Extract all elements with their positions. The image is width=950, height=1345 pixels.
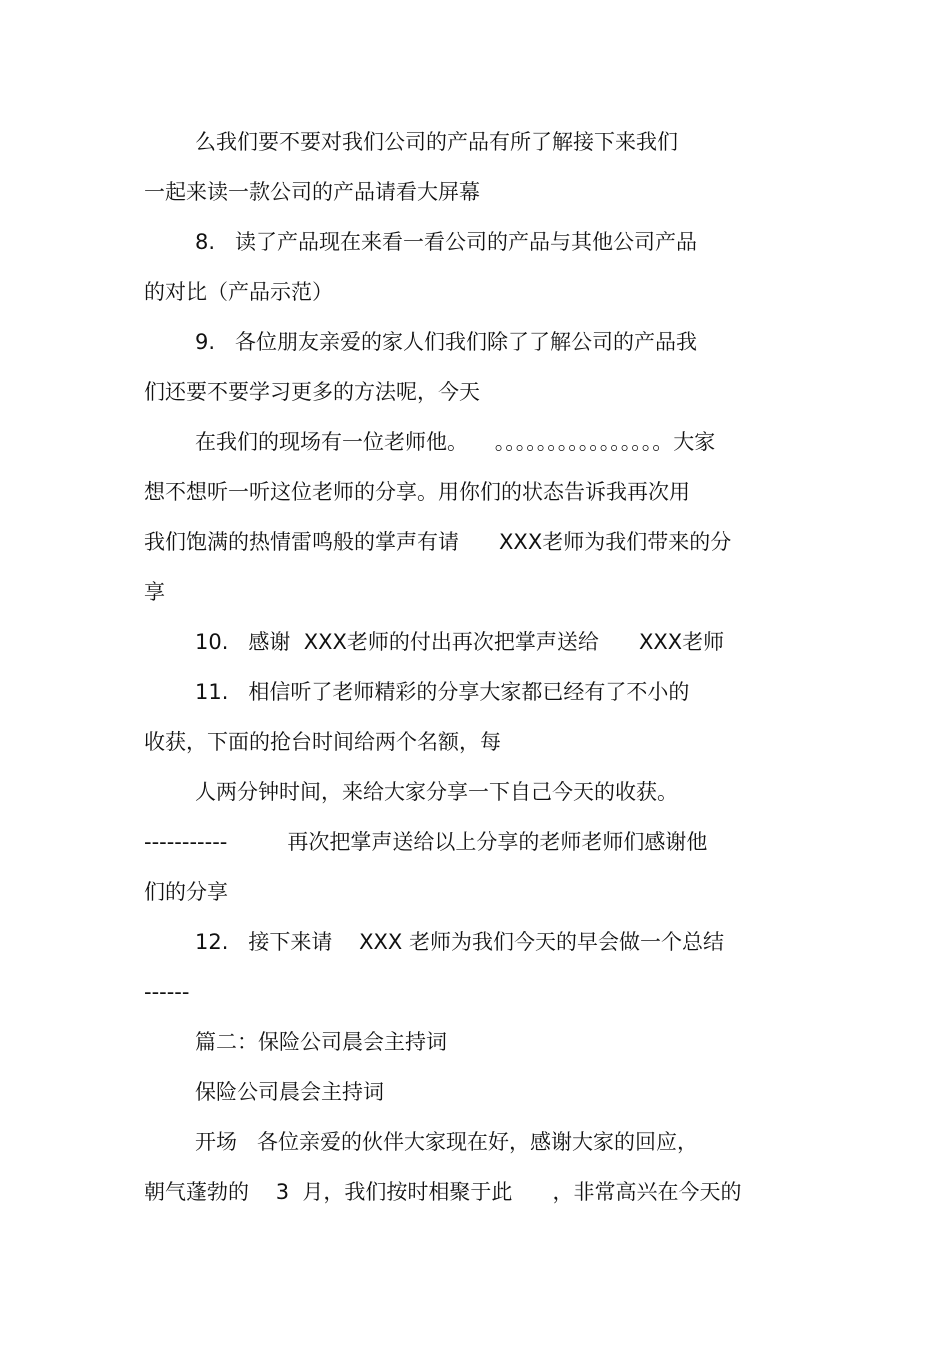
- numbered-item-12: 12. 接下来请 XXX 老师为我们今天的早会做一个总结: [195, 930, 724, 954]
- text-line: 朝气蓬勃的 3 月，我们按时相聚于此 ，非常高兴在今天的: [144, 1180, 742, 1204]
- text-line: 们的分享: [144, 880, 228, 904]
- text-line: 们还要不要学习更多的方法呢，今天: [144, 380, 480, 404]
- text-line: 的对比（产品示范）: [144, 280, 333, 304]
- text-line: 一起来读一款公司的产品请看大屏幕: [144, 180, 480, 204]
- section-heading: 篇二：保险公司晨会主持词: [195, 1030, 447, 1054]
- numbered-item-9: 9. 各位朋友亲爱的家人们我们除了了解公司的产品我: [195, 330, 698, 354]
- text-line: 人两分钟时间，来给大家分享一下自己今天的收获。: [195, 780, 678, 804]
- text-line: 开场 各位亲爱的伙伴大家现在好，感谢大家的回应，: [195, 1130, 699, 1154]
- text-line: 在我们的现场有一位老师他。 。。。。。。。。。。。。。。。。大家: [195, 430, 716, 454]
- text-line: 收获，下面的抢台时间给两个名额，每: [144, 730, 501, 754]
- text-line: 么我们要不要对我们公司的产品有所了解接下来我们: [195, 130, 678, 154]
- numbered-item-11: 11. 相信听了老师精彩的分享大家都已经有了不小的: [195, 680, 690, 704]
- text-line: 想不想听一听这位老师的分享。用你们的状态告诉我再次用: [144, 480, 690, 504]
- numbered-item-8: 8. 读了产品现在来看一看公司的产品与其他公司产品: [195, 230, 698, 254]
- numbered-item-10: 10. 感谢 XXX老师的付出再次把掌声送给 XXX老师: [195, 630, 725, 654]
- text-line: 我们饱满的热情雷鸣般的掌声有请 XXX老师为我们带来的分: [144, 530, 732, 554]
- text-line: 享: [144, 580, 165, 604]
- text-line: ------: [144, 980, 190, 1004]
- text-line: ----------- 再次把掌声送给以上分享的老师老师们感谢他: [144, 830, 708, 854]
- section-title: 保险公司晨会主持词: [195, 1080, 384, 1104]
